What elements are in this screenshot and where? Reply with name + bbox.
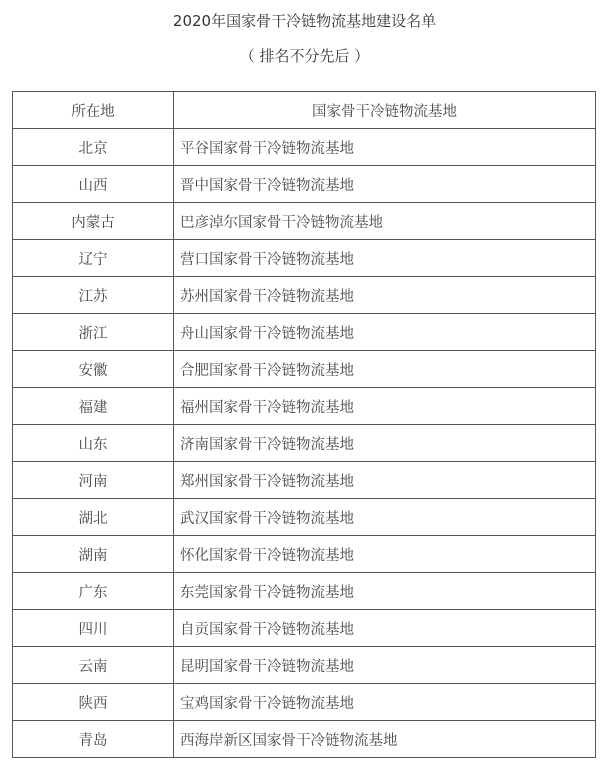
location-cell: 江苏 [13,277,174,314]
base-name-cell: 自贡国家骨干冷链物流基地 [174,610,596,647]
table-row [13,425,596,462]
location-cell: 安徽 [13,351,174,388]
table-row [13,351,596,388]
column-header-location: 所在地 [13,92,174,129]
base-name-cell: 西海岸新区国家骨干冷链物流基地 [174,721,596,758]
table-row [13,647,596,684]
location-cell: 广东 [13,573,174,610]
column-header-base: 国家骨干冷链物流基地 [174,92,596,129]
location-cell: 青岛 [13,721,174,758]
base-name-cell: 晋中国家骨干冷链物流基地 [174,166,596,203]
base-name-cell: 武汉国家骨干冷链物流基地 [174,499,596,536]
document-title: 2020年国家骨干冷链物流基地建设名单 [172,12,437,30]
document-subtitle: （ 排名不分先后 ） [239,47,370,65]
location-cell: 辽宁 [13,240,174,277]
location-cell: 四川 [13,610,174,647]
base-name-cell: 宝鸡国家骨干冷链物流基地 [174,684,596,721]
base-name-cell: 苏州国家骨干冷链物流基地 [174,277,596,314]
base-name-cell: 怀化国家骨干冷链物流基地 [174,536,596,573]
table-body [13,129,596,758]
location-cell: 北京 [13,129,174,166]
base-name-cell: 福州国家骨干冷链物流基地 [174,388,596,425]
table-row [13,277,596,314]
location-cell: 湖南 [13,536,174,573]
table-row [13,684,596,721]
table-row [13,721,596,758]
location-cell: 福建 [13,388,174,425]
base-name-cell: 郑州国家骨干冷链物流基地 [174,462,596,499]
location-cell: 山东 [13,425,174,462]
base-name-cell: 合肥国家骨干冷链物流基地 [174,351,596,388]
table-header-row [13,92,596,129]
location-cell: 浙江 [13,314,174,351]
table-row [13,129,596,166]
table-row [13,573,596,610]
base-name-cell: 济南国家骨干冷链物流基地 [174,425,596,462]
base-name-cell: 昆明国家骨干冷链物流基地 [174,647,596,684]
table-row [13,240,596,277]
table-row [13,610,596,647]
location-cell: 湖北 [13,499,174,536]
base-name-cell: 巴彦淖尔国家骨干冷链物流基地 [174,203,596,240]
location-cell: 云南 [13,647,174,684]
location-cell: 河南 [13,462,174,499]
location-cell: 山西 [13,166,174,203]
base-name-cell: 东莞国家骨干冷链物流基地 [174,573,596,610]
cold-chain-base-table [12,91,596,758]
base-name-cell: 营口国家骨干冷链物流基地 [174,240,596,277]
table-row [13,388,596,425]
location-cell: 陕西 [13,684,174,721]
base-name-cell: 舟山国家骨干冷链物流基地 [174,314,596,351]
base-name-cell: 平谷国家骨干冷链物流基地 [174,129,596,166]
table-row [13,499,596,536]
table-row [13,203,596,240]
table-row [13,166,596,203]
table-row [13,536,596,573]
table-row [13,314,596,351]
location-cell: 内蒙古 [13,203,174,240]
table-row [13,462,596,499]
